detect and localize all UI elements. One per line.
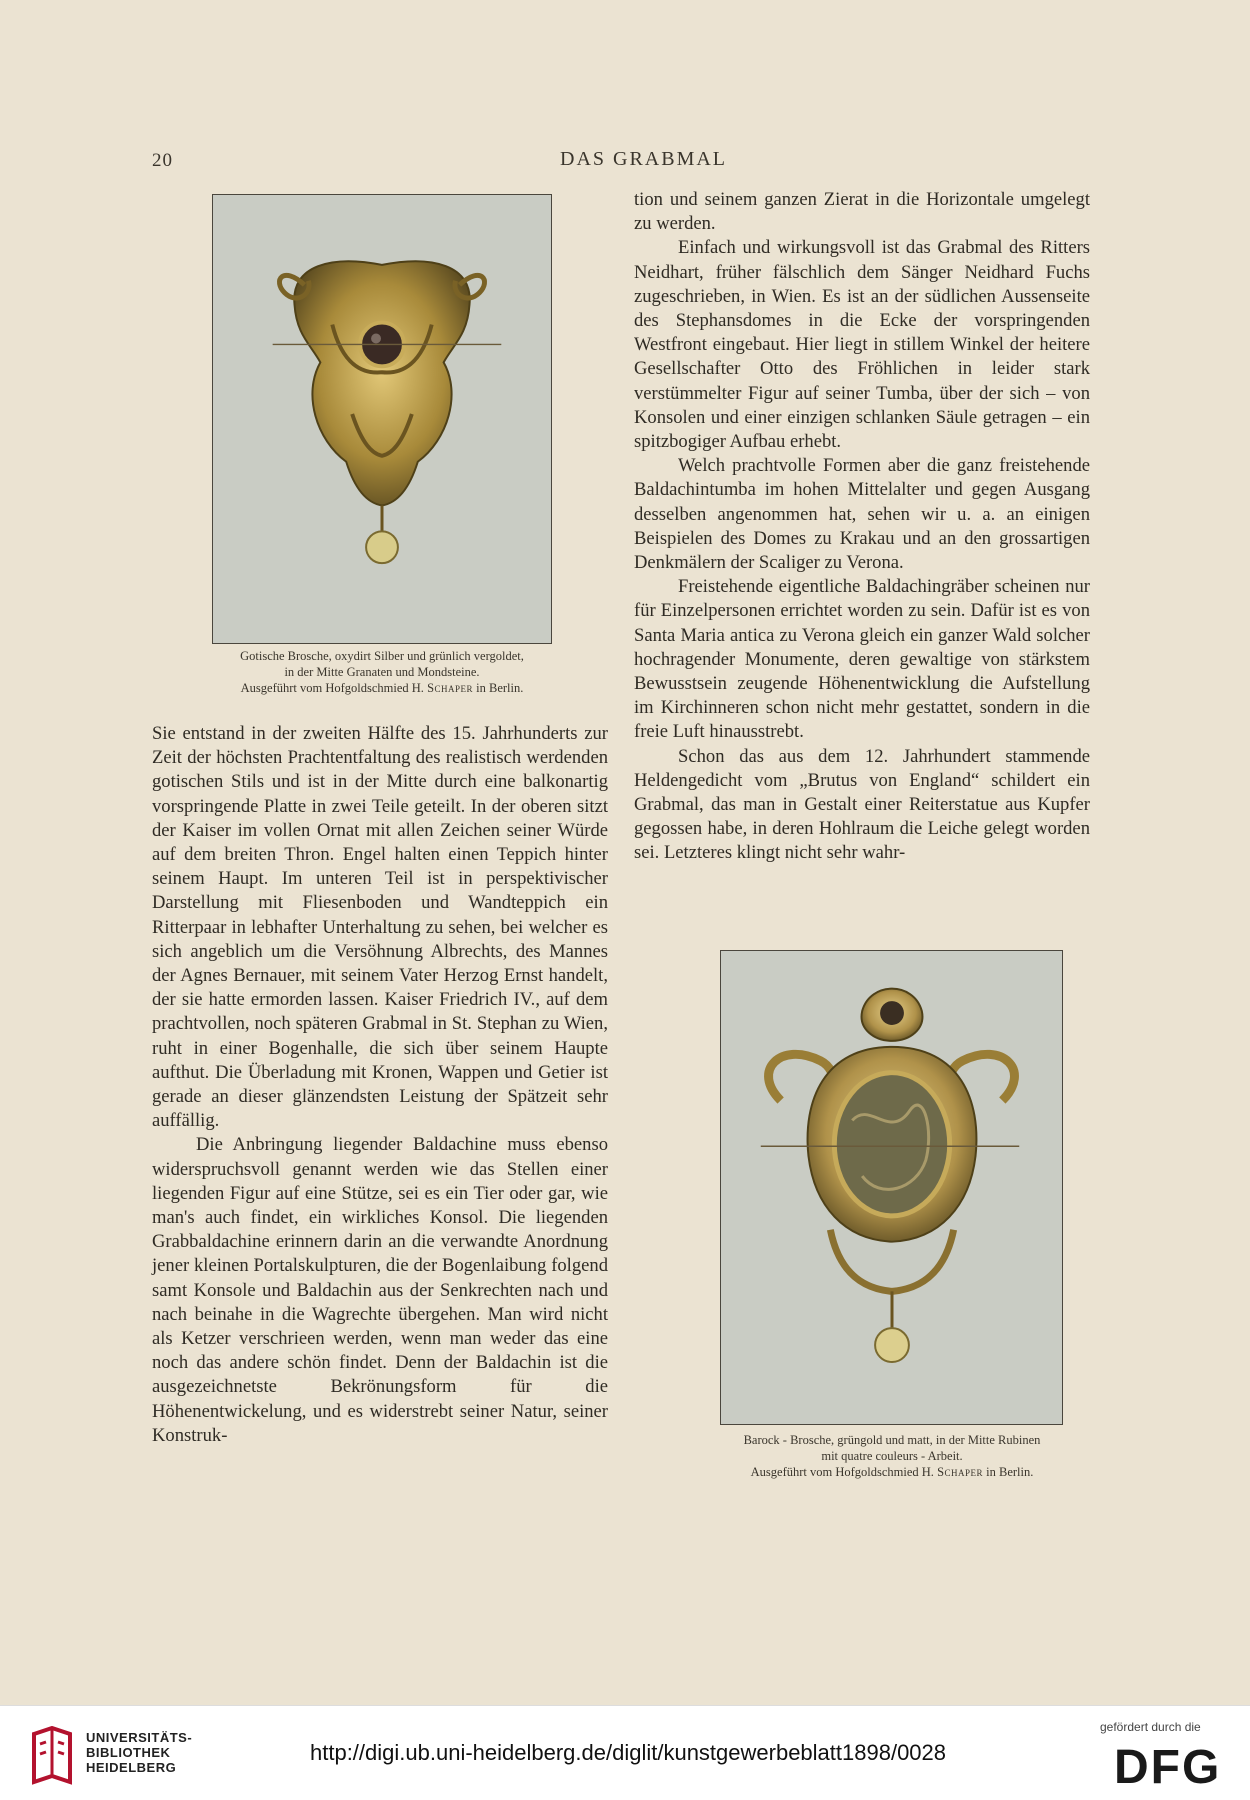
right-column-text — [634, 188, 1090, 866]
caption-credit-suffix: in Berlin. — [986, 1465, 1034, 1479]
caption-line: in der Mitte Granaten und Mondsteine. — [284, 665, 480, 679]
university-library-logo-icon[interactable] — [30, 1726, 74, 1786]
paragraph: Freistehende eigentliche Baldachingräber scheinen nur für Einzelpersonen errichtet worden zu sein. Dafür ist es von Santa Maria antica zu Verona gleich ein ganzer Wald solcher hochragender Monumente, deren gewaltige von stärkstem Bewusstsein zeugende Höhenentwicklung die Aufstellung im Kirchinneren schon nicht mehr gestattet, sondern in die freie Luft hinausstrebt. — [634, 576, 1090, 743]
paragraph: Die Anbringung liegender Baldachine muss ebenso widerspruchsvoll genannt werden wie das Stellen einer liegenden Figur auf eine Stütze, sei es ein Tier oder gar, wie man's auch findet, ein wirkliches Konsol. Die liegenden Grabbaldachine erinnern darin an die verwandte Anordnung jener kleinen Portalskulpturen, die der Bogenlaibung folgend samt Konsole und Baldachin aus der Senkrechten nach und nach beinahe in die Wagrechte übergehen. Man wird nicht als Ketzer verschrieen werden, wenn man weder das eine noch das andere schön findet. Denn der Baldachin ist die ausgezeichnetste Bekrönungsform für die Höhenentwickelung, und es widerstrebt seiner Natur, seiner Konstruk- — [152, 1134, 608, 1446]
caption-credit — [670, 1464, 1114, 1480]
caption-credit-prefix: Ausgeführt vom Hofgoldschmied H. — [750, 1465, 934, 1479]
caption-credit — [170, 680, 594, 696]
permalink-url[interactable]: http://digi.ub.uni-heidelberg.de/diglit/kunstgewerbeblatt1898/0028 — [310, 1740, 947, 1765]
figure-gothic-brooch — [212, 194, 552, 644]
library-name-line: UNIVERSITÄTS- — [86, 1730, 193, 1745]
goldsmith-name: Schaper — [427, 681, 474, 695]
baroque-brooch-photo — [720, 950, 1063, 1425]
dfg-logo[interactable]: DFG — [1114, 1741, 1222, 1794]
left-column-text — [152, 722, 608, 1448]
baroque-brooch-caption — [670, 1432, 1114, 1480]
paragraph: Welch prachtvolle Formen aber die ganz freistehende Baldachintumba im hohen Mittelalter und gegen Ausgang desselben angenommen hat, sehen wir u. a. an einigen Beispielen des Domes zu Krakau und an den grossartigen Denkmälern der Scaliger zu Verona. — [634, 455, 1090, 574]
paragraph: tion und seinem ganzen Zierat in die Horizontale umgelegt zu werden. — [634, 189, 1090, 235]
paragraph: Einfach und wirkungsvoll ist das Grabmal des Ritters Neidhart, früher fälschlich dem Sänger Neidhard Fuchs zugeschrieben, in Wien. Es ist an der südlichen Aussenseite des Stephansdomes in die Ecke der vorspringenden Westfront eingebaut. Hier liegt in stillem Winkel der heitere Gesellschafter Otto des Fröhlichen in leider stark verstümmelter Figur auf seiner Tumba, über der sich – von Konsolen und einer einzigen schlanken Säule getragen – ein spitzbogiger Aufbau erhebt. — [634, 237, 1090, 453]
paragraph: Sie entstand in der zweiten Hälfte des 15. Jahrhunderts zur Zeit der höchsten Prachtentfaltung des realistisch werdenden gotischen Stils und ist in der Mitte durch eine balkonartig vorspringende Platte in zwei Teile geteilt. In der oberen sitzt der Kaiser im vollen Ornat mit allen Zeichen seiner Würde auf dem breiten Thron. Engel halten einen Teppich hinter seinem Haupt. Im unteren Teil ist in perspektivischer Darstellung mit Fliesenboden und Wandteppich ein Ritterpaar in lebhafter Unterhaltung zu sehen, bei welcher es sich angeblich um die Versöhnung Albrechts, des Mannes der Agnes Bernauer, mit seinem Vater Herzog Ernst handelt, der sie hatte ermorden lassen. Kaiser Friedrich IV., auf dem prachtvollen, noch späteren Grabmal in St. Stephan zu Wien, ruht in einer Bogenhalle, die sich über seinem Haupte aufthut. Die Überladung mit Kronen, Wappen und Getier ist gerade an dieser glänzendsten Leistung der Spätzeit sehr auffällig. — [152, 723, 608, 1132]
library-name-line: BIBLIOTHEK — [86, 1745, 171, 1760]
caption-line: Barock - Brosche, grüngold und matt, in der Mitte Rubinen — [743, 1433, 1041, 1447]
page-number: 20 — [152, 150, 173, 171]
caption-line: mit quatre couleurs - Arbeit. — [821, 1449, 963, 1463]
baroque-brooch-illustration — [721, 951, 1062, 1424]
funding-label: gefördert durch die — [1100, 1720, 1201, 1734]
caption-line: Gotische Brosche, oxydirt Silber und grünlich vergoldet, — [240, 649, 524, 663]
gothic-brooch-illustration — [213, 195, 551, 643]
caption-credit-suffix: in Berlin. — [476, 681, 524, 695]
university-library-name[interactable] — [86, 1730, 192, 1775]
paragraph: Schon das aus dem 12. Jahrhundert stammende Heldengedicht vom „Brutus von England“ schildert ein Grabmal, das man in Gestalt einer Reiterstatue aus Kupfer gegossen habe, in deren Hohlraum die Leiche gelegt worden sei. Letzteres klingt nicht sehr wahr- — [634, 745, 1090, 864]
gothic-brooch-photo — [212, 194, 552, 644]
running-title: DAS GRABMAL — [560, 148, 728, 170]
library-name-line: HEIDELBERG — [86, 1760, 177, 1775]
figure-baroque-brooch — [720, 950, 1063, 1425]
caption-credit-prefix: Ausgeführt vom Hofgoldschmied H. — [240, 681, 424, 695]
gothic-brooch-caption — [170, 648, 594, 696]
goldsmith-name: Schaper — [937, 1465, 984, 1479]
digitization-footer — [0, 1705, 1250, 1800]
